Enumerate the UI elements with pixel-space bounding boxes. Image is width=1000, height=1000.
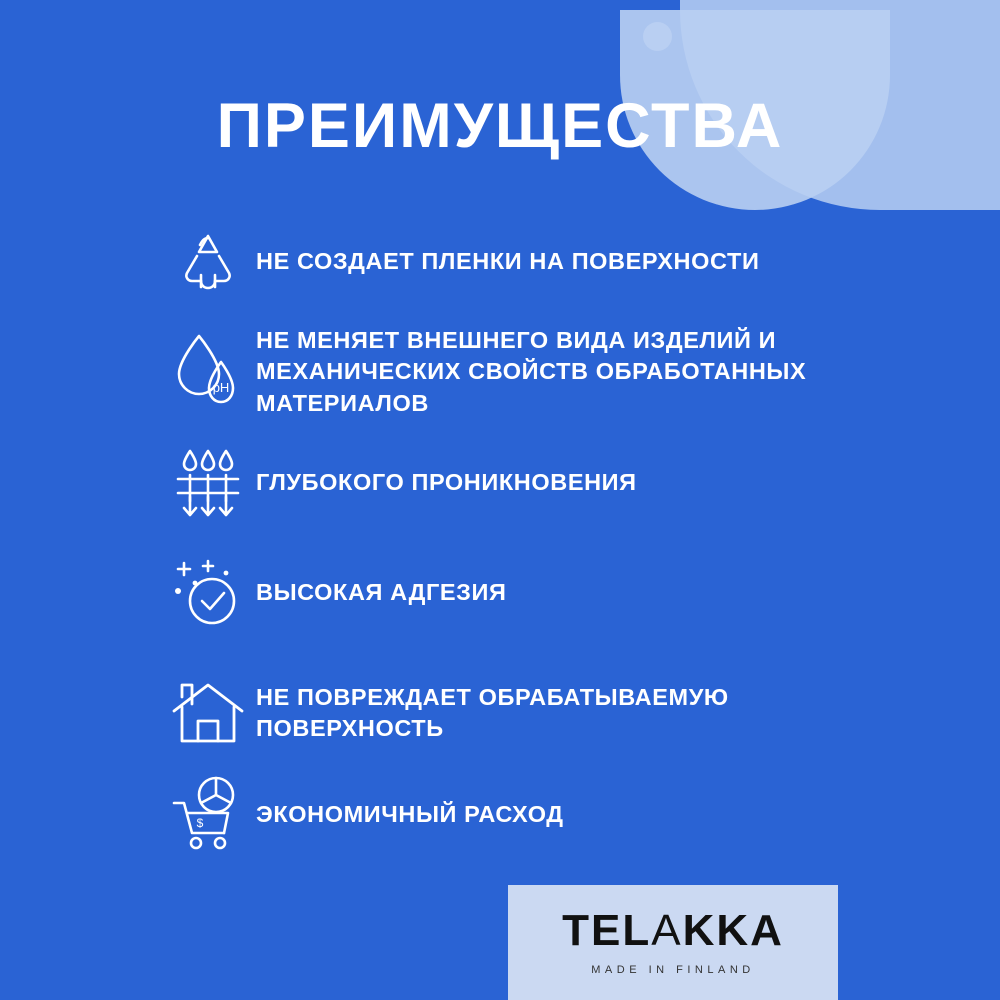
list-item xyxy=(160,549,920,637)
deep-penetration-icon xyxy=(160,445,256,521)
svg-text:pH: pH xyxy=(212,379,230,395)
brand-name-part1: TEL xyxy=(562,906,652,955)
benefits-list xyxy=(160,225,920,881)
page-title: ПРЕИМУЩЕСТВА xyxy=(216,91,784,161)
brand-tagline: MADE IN FINLAND xyxy=(591,964,755,976)
decorative-dot xyxy=(643,22,672,51)
list-item xyxy=(160,677,920,749)
brand-name-part3: KKA xyxy=(682,906,784,955)
brand-name xyxy=(562,906,784,955)
list-item-label: ЭКОНОМИЧНЫЙ РАСХОД xyxy=(256,801,564,828)
house-icon xyxy=(160,677,256,749)
check-sparkle-icon xyxy=(160,549,256,637)
recycle-icon xyxy=(160,225,256,299)
list-item-label: НЕ МЕНЯЕТ ВНЕШНЕГО ВИДА ИЗДЕЛИЙ И МЕХАНИЧЕСКИХ СВОЙСТВ ОБРАБОТАННЫХ МАТЕРИАЛОВ xyxy=(256,327,807,416)
brand-logo xyxy=(508,885,838,1000)
svg-text:$: $ xyxy=(196,815,204,830)
list-item xyxy=(160,445,920,521)
list-item-label: ВЫСОКАЯ АДГЕЗИЯ xyxy=(256,579,507,606)
ph-droplet-icon xyxy=(160,328,256,416)
list-item-label: ГЛУБОКОГО ПРОНИКНОВЕНИЯ xyxy=(256,469,637,496)
list-item-label: НЕ СОЗДАЕТ ПЛЕНКИ НА ПОВЕРХНОСТИ xyxy=(256,248,760,275)
list-item-label: НЕ ПОВРЕЖДАЕТ ОБРАБАТЫВАЕМУЮ ПОВЕРХНОСТЬ xyxy=(256,683,729,741)
list-item xyxy=(160,775,920,855)
brand-name-part2: A xyxy=(651,906,683,955)
shopping-cart-chart-icon xyxy=(160,775,256,855)
list-item xyxy=(160,225,920,299)
list-item xyxy=(160,325,920,419)
